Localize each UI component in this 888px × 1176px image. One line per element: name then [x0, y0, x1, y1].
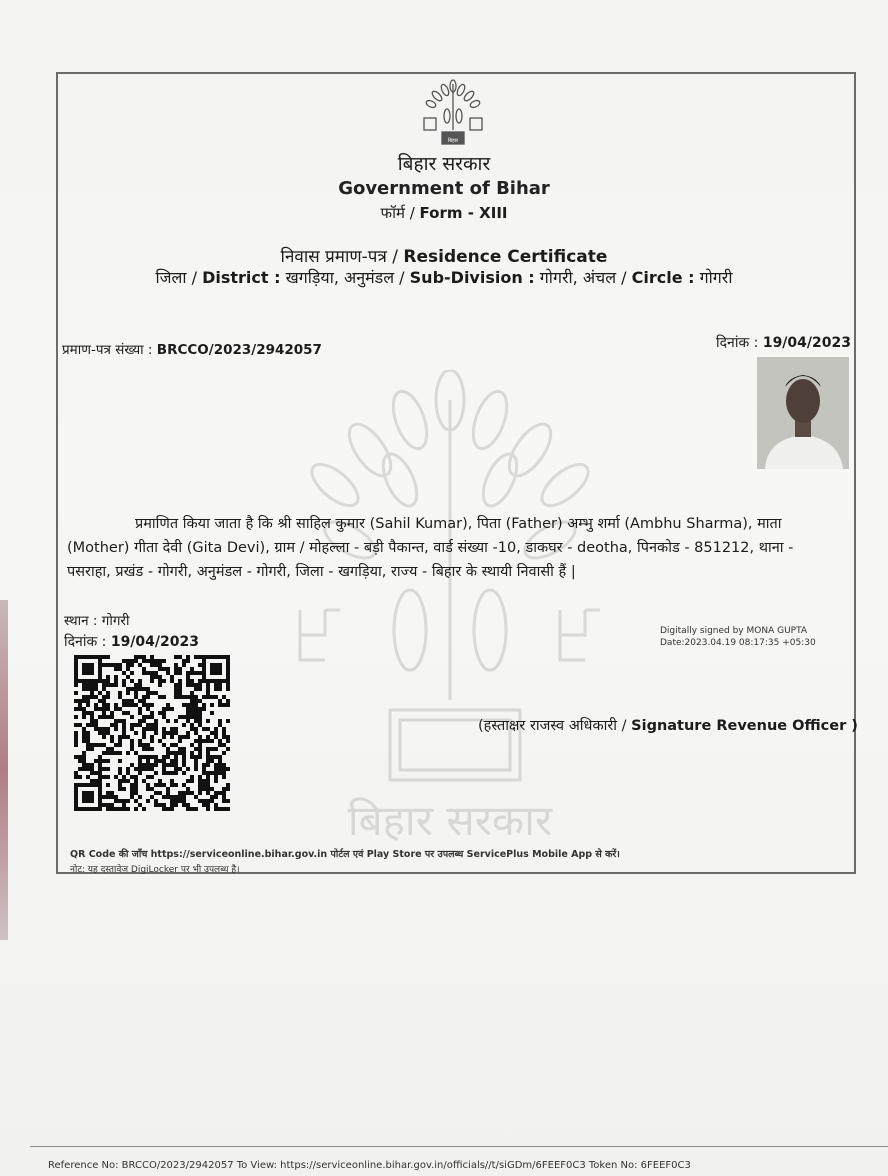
bihar-emblem-watermark [280, 370, 620, 850]
emblem-caption: बिहार [447, 138, 459, 144]
circle-label: Circle : [631, 268, 695, 287]
qr-verification-note: QR Code की जाँच https://serviceonline.bihar.gov.in पोर्टल एवं Play Store पर उपलब्ध ServicePlus Mobile App से करें। [70, 849, 620, 860]
district-label-hindi: जिला / [155, 268, 197, 287]
verification-qr-code[interactable] [74, 655, 230, 811]
signature-label-english: Signature Revenue Officer ) [631, 718, 858, 734]
district-line [0, 266, 888, 288]
footer-reference: Reference No: BRCCO/2023/2942057 To View: https://serviceonline.bihar.gov.in/officials//t/siGDm/6FEEF0C3 Token No: 6FEEF0C3 [48, 1160, 691, 1171]
subdivision-label: Sub-Division : [409, 268, 535, 287]
certificate-number-value: BRCCO/2023/2942057 [156, 342, 322, 358]
watermark-text: बिहार सरकार [347, 796, 553, 845]
footer-divider [30, 1146, 888, 1147]
certificate-number-label: प्रमाण-पत्र संख्या : [62, 342, 153, 358]
certificate-date-value: 19/04/2023 [762, 335, 851, 351]
district-label-english: District : [202, 268, 281, 287]
gov-name-hindi: बिहार सरकार [397, 153, 491, 175]
form-label-english: Form - XIII [419, 204, 508, 222]
background-fabric-edge [0, 600, 8, 940]
certificate-number [62, 340, 322, 358]
certificate-title [0, 244, 888, 267]
digital-signature-name: Digitally signed by MONA GUPTA [660, 626, 808, 636]
issue-date-label: दिनांक : [64, 634, 107, 650]
qr-modules [74, 655, 230, 811]
signature-label [478, 715, 858, 735]
signature-label-hindi: (हस्ताक्षर राजस्व अधिकारी / [478, 718, 627, 734]
digital-signature-date: Date:2023.04.19 08:17:35 +05:30 [660, 638, 816, 648]
bihar-emblem-logo [418, 78, 488, 146]
form-number [0, 203, 888, 223]
place-value: गोगरी [101, 613, 130, 629]
issue-date-value: 19/04/2023 [110, 634, 199, 650]
certificate-date [716, 333, 851, 352]
subdivision-value: गोगरी, अंचल / [539, 268, 627, 287]
digilocker-note: नोट: यह दस्तावेज DigiLocker पर भी उपलब्ध है। [70, 865, 240, 875]
body-line-2: (Mother) गीता देवी (Gita Devi), ग्राम / मोहल्ला - बड़ी पैकान्त, वार्ड संख्या -10, डाकघर - deotha, पिनकोड - 851212, थाना - [67, 540, 794, 556]
body-line-3: पसराहा, प्रखंड - गोगरी, अनुमंडल - गोगरी, जिला - खगड़िया, राज्य - बिहार के स्थायी निवासी हैं | [67, 564, 576, 580]
certificate-body [67, 512, 852, 584]
place-label: स्थान : [64, 613, 98, 629]
form-label-hindi: फॉर्म / [380, 204, 415, 222]
gov-name-english: Government of Bihar [338, 178, 550, 199]
circle-value: गोगरी [699, 268, 733, 287]
issue-date [64, 632, 199, 651]
certificate-date-label: दिनांक : [716, 335, 759, 351]
body-line-1: प्रमाणित किया जाता है कि श्री साहिल कुमार (Sahil Kumar), पिता (Father) अम्भु शर्मा (Ambhu Sharma), माता [135, 516, 782, 532]
applicant-photo [757, 357, 849, 469]
district-value: खगड़िया, अनुमंडल / [285, 268, 405, 287]
cert-title-hindi: निवास प्रमाण-पत्र / [280, 247, 398, 267]
issue-place [64, 611, 129, 629]
cert-title-english: Residence Certificate [403, 247, 608, 267]
